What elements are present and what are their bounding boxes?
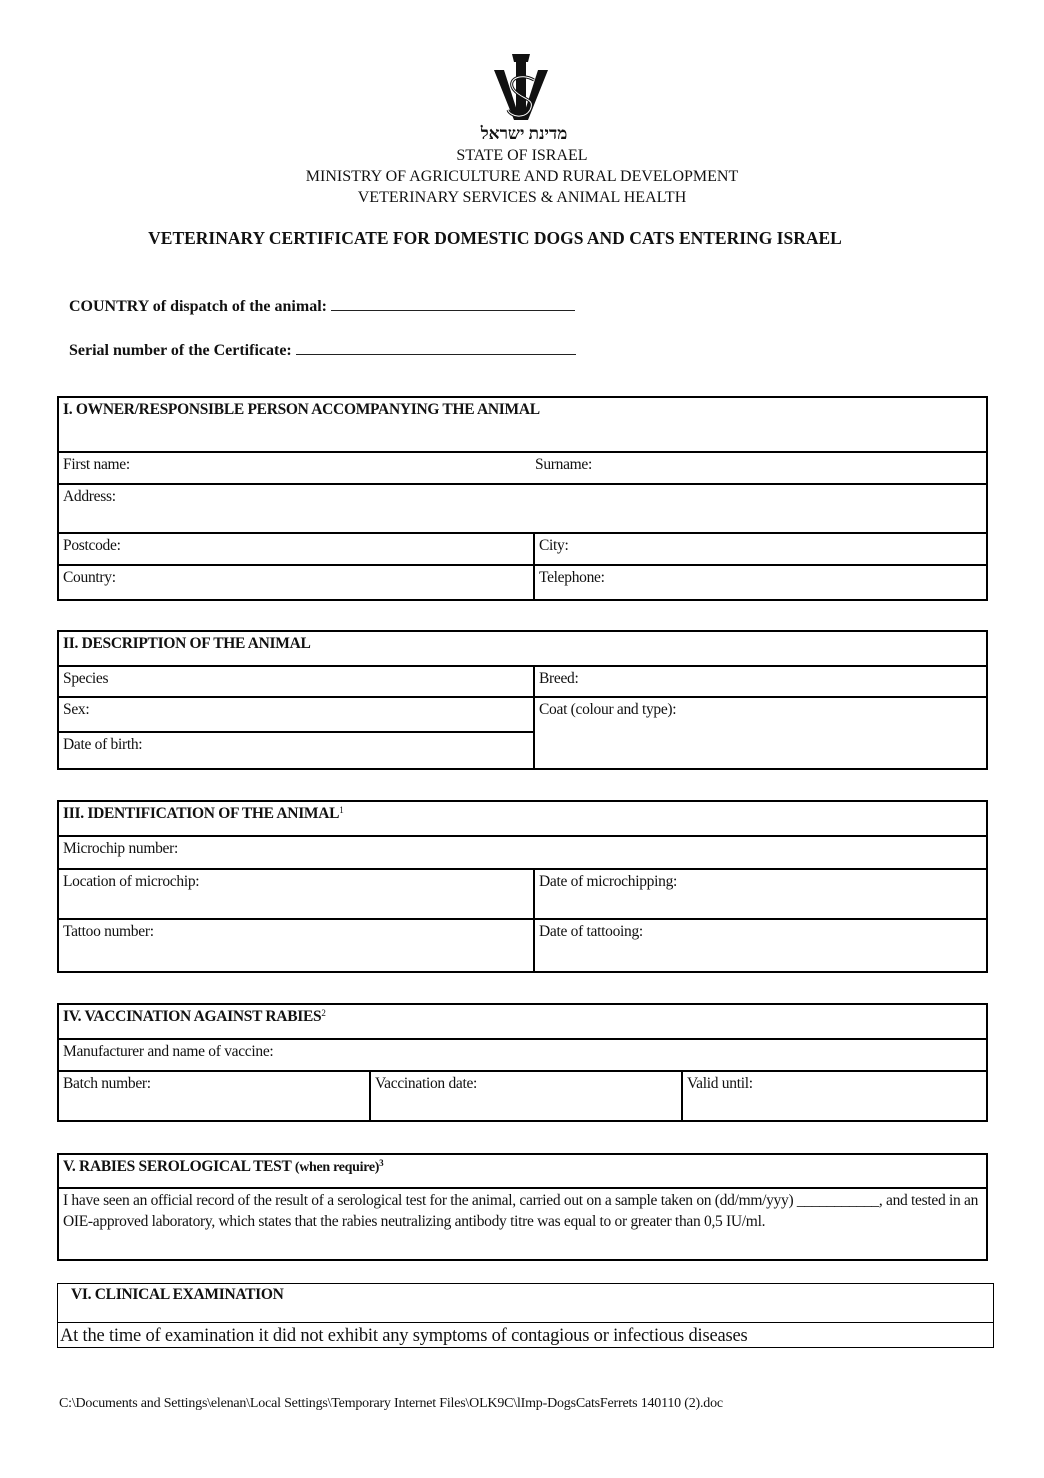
coat-field[interactable]: Coat (colour and type): bbox=[534, 697, 987, 769]
section-owner bbox=[57, 396, 988, 601]
serial-number-field bbox=[69, 340, 576, 360]
telephone-field[interactable]: Telephone: bbox=[534, 565, 987, 600]
country-dispatch-field bbox=[69, 296, 575, 316]
department-name: VETERINARY SERVICES & ANIMAL HEALTH bbox=[357, 189, 687, 206]
section-serology-title-suffix: (when require) bbox=[294, 1160, 380, 1175]
serial-number-label: Serial number of the Certificate: bbox=[69, 342, 292, 359]
ministry-name: MINISTRY OF AGRICULTURE AND RURAL DEVELOPMENT bbox=[305, 168, 739, 185]
footnote-marker: 3 bbox=[379, 1158, 384, 1168]
tattoo-date-field[interactable]: Date of tattooing: bbox=[534, 919, 987, 972]
document-title: VETERINARY CERTIFICATE FOR DOMESTIC DOGS AND CATS ENTERING ISRAEL bbox=[148, 228, 842, 248]
microchip-location-field[interactable]: Location of microchip: bbox=[58, 869, 534, 919]
country-dispatch-input[interactable] bbox=[331, 296, 575, 311]
microchip-number-field[interactable]: Microchip number: bbox=[58, 836, 987, 869]
city-field[interactable]: City: bbox=[534, 533, 987, 565]
first-name-field[interactable] bbox=[58, 452, 987, 484]
file-path-footer: C:\Documents and Settings\elenan\Local Settings\Temporary Internet Files\OLK9C\lImp-DogsCatsFerrets 140110 (2).doc bbox=[59, 1396, 723, 1411]
serology-text-part2: , and tested in an OIE-approved laboratory, which states that the rabies neutralizing antibody titre was equal to or greater than 0,5 IU/ml. bbox=[63, 1192, 979, 1230]
section-identification bbox=[57, 800, 988, 973]
sex-field[interactable]: Sex: bbox=[58, 697, 534, 732]
species-field[interactable]: Species bbox=[58, 666, 534, 697]
country-field[interactable]: Country: bbox=[58, 565, 534, 600]
section-identification-title bbox=[58, 801, 987, 836]
section-serology bbox=[57, 1153, 988, 1261]
serology-text-part1: I have seen an official record of the result of a serological test for the animal, carried out on a sample taken on (dd/mm/yyy) bbox=[63, 1192, 794, 1209]
vaccination-date-field[interactable]: Vaccination date: bbox=[370, 1071, 682, 1121]
valid-until-field[interactable]: Valid until: bbox=[682, 1071, 987, 1121]
vaccine-name-field[interactable]: Manufacturer and name of vaccine: bbox=[58, 1039, 987, 1071]
tattoo-number-field[interactable]: Tattoo number: bbox=[58, 919, 534, 972]
address-field[interactable]: Address: bbox=[58, 484, 987, 533]
postcode-field[interactable]: Postcode: bbox=[58, 533, 534, 565]
serology-statement bbox=[58, 1188, 987, 1260]
microchip-date-field[interactable]: Date of microchipping: bbox=[534, 869, 987, 919]
section-vaccination-title bbox=[58, 1004, 987, 1039]
date-of-birth-field[interactable]: Date of birth: bbox=[58, 732, 534, 769]
serial-number-input[interactable] bbox=[296, 340, 576, 355]
footnote-marker: 1 bbox=[339, 805, 344, 815]
state-name: STATE OF ISRAEL bbox=[456, 147, 588, 164]
surname-label: Surname: bbox=[535, 456, 593, 473]
section-owner-title: I. OWNER/RESPONSIBLE PERSON ACCOMPANYING THE ANIMAL bbox=[58, 397, 987, 452]
section-description bbox=[57, 630, 988, 770]
section-vaccination bbox=[57, 1003, 988, 1122]
breed-field[interactable]: Breed: bbox=[534, 666, 987, 697]
section-description-title: II. DESCRIPTION OF THE ANIMAL bbox=[58, 631, 987, 666]
serology-sample-date-input[interactable]: ___________ bbox=[796, 1192, 879, 1209]
country-dispatch-label: COUNTRY of dispatch of the animal: bbox=[69, 298, 327, 315]
batch-number-field[interactable]: Batch number: bbox=[58, 1071, 370, 1121]
first-name-label: First name: bbox=[63, 456, 130, 473]
hebrew-state-title: מדינת ישראל bbox=[480, 124, 568, 143]
footnote-marker: 2 bbox=[321, 1008, 326, 1018]
veterinary-emblem-icon bbox=[490, 50, 552, 126]
clinical-statement: At the time of examination it did not exhibit any symptoms of contagious or infectious diseases bbox=[58, 1323, 994, 1348]
section-vaccination-title-text: IV. VACCINATION AGAINST RABIES bbox=[63, 1008, 322, 1025]
section-clinical-title: VI. CLINICAL EXAMINATION bbox=[58, 1284, 994, 1323]
section-serology-title-text: V. RABIES SEROLOGICAL TEST bbox=[63, 1158, 292, 1175]
section-identification-title-text: III. IDENTIFICATION OF THE ANIMAL bbox=[63, 805, 340, 822]
section-serology-title bbox=[58, 1154, 987, 1188]
section-clinical bbox=[57, 1283, 994, 1348]
